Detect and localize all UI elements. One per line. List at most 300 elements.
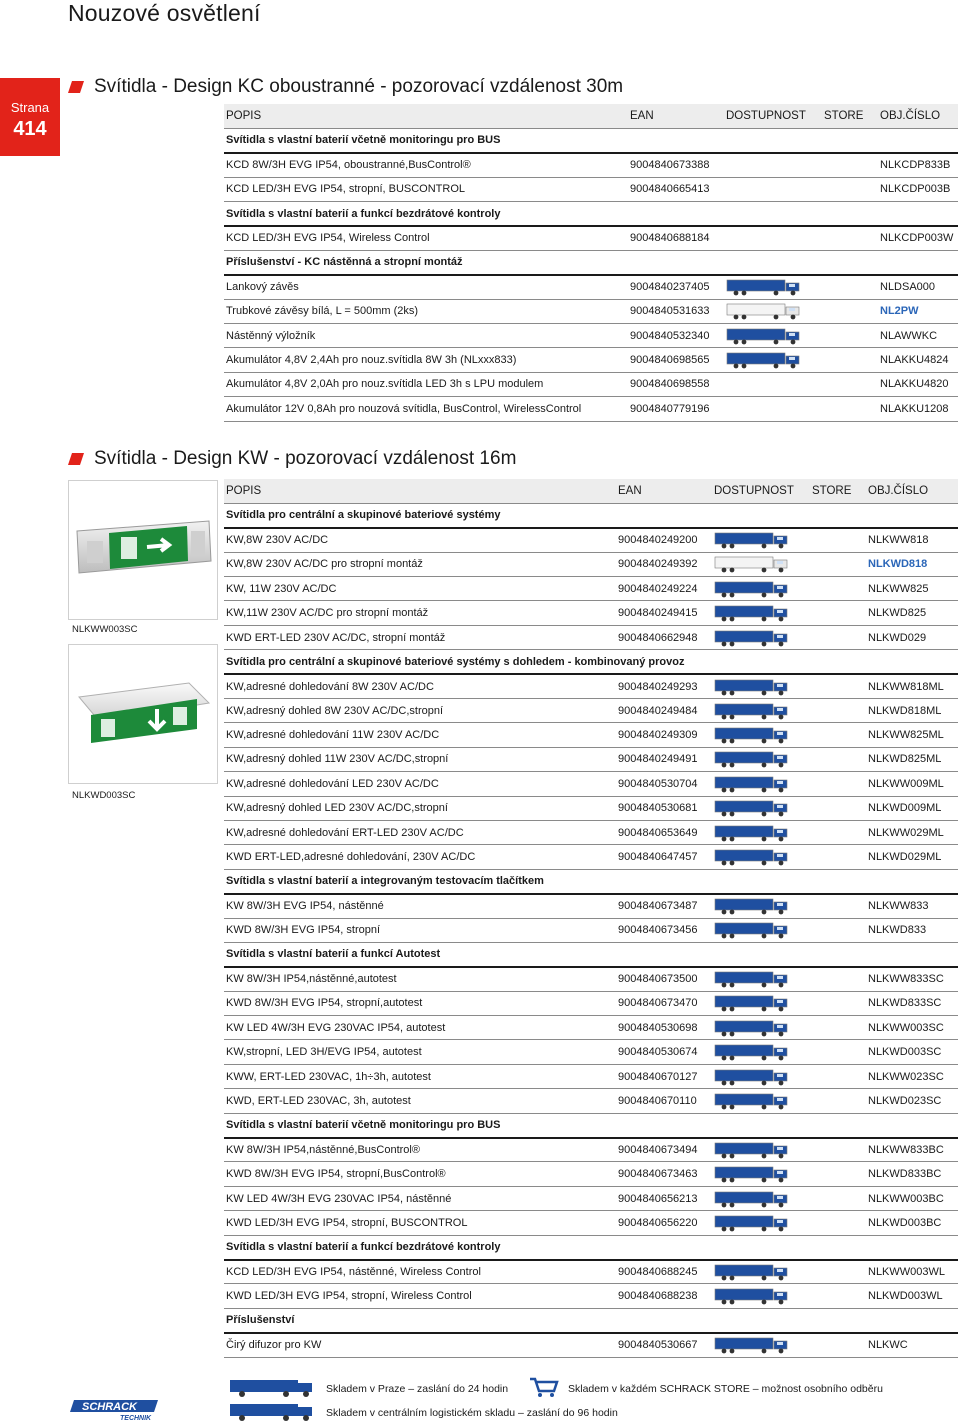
product-ean: 9004840673456 xyxy=(616,918,712,942)
store-cell xyxy=(810,1016,866,1040)
legend-central-text: Skladem v centrálním logistickém skladu – zaslání do 96 hodin xyxy=(326,1406,618,1419)
truck-icon xyxy=(714,994,790,1012)
store-cell xyxy=(810,1186,866,1210)
availability-cell xyxy=(712,601,810,625)
product-ean: 9004840647457 xyxy=(616,845,712,869)
product-ean: 9004840653649 xyxy=(616,820,712,844)
table-group-row xyxy=(224,1113,958,1137)
column-header-ean: EAN xyxy=(616,479,712,503)
availability-cell xyxy=(712,1333,810,1357)
product-description: Akumulátor 4,8V 2,0Ah pro nouz.svítidla LED 3h s LPU modulem xyxy=(224,372,628,396)
order-number: NLKWD818 xyxy=(866,552,958,576)
truck-icon xyxy=(714,1336,790,1354)
order-number: NLKWD003SC xyxy=(866,1040,958,1064)
table-row xyxy=(224,1040,958,1064)
order-number: NLAKKU4824 xyxy=(878,348,958,372)
store-cell xyxy=(810,991,866,1015)
group-heading: Svítidla s vlastní baterií a funkcí bezdrátové kontroly xyxy=(224,202,958,226)
availability-cell xyxy=(712,528,810,552)
store-cell xyxy=(822,324,878,348)
table-row xyxy=(224,372,958,396)
table-row xyxy=(224,1089,958,1113)
table-row xyxy=(224,397,958,421)
table-row xyxy=(224,299,958,323)
table-row xyxy=(224,552,958,576)
table-group-row xyxy=(224,128,958,152)
table-row xyxy=(224,577,958,601)
table-row xyxy=(224,324,958,348)
column-header-desc: POPIS xyxy=(224,479,616,503)
store-cell xyxy=(822,177,878,201)
product-description: KWD ERT-LED 230V AC/DC, stropní montáž xyxy=(224,625,616,649)
truck-icon xyxy=(714,1068,790,1086)
product-ean: 9004840670127 xyxy=(616,1064,712,1088)
availability-cell xyxy=(712,991,810,1015)
order-number: NLKWD825ML xyxy=(866,747,958,771)
product-ean: 9004840662948 xyxy=(616,625,712,649)
order-number: NL2PW xyxy=(878,299,958,323)
product-image-nlkwd003sc xyxy=(68,644,218,784)
product-ean: 9004840531633 xyxy=(628,299,724,323)
table-row xyxy=(224,967,958,991)
truck-icon xyxy=(714,726,790,744)
page-number-badge xyxy=(0,78,60,156)
product-ean: 9004840530704 xyxy=(616,772,712,796)
group-heading: Svítidla pro centrální a skupinové bateriové systémy xyxy=(224,503,958,527)
product-ean: 9004840249309 xyxy=(616,723,712,747)
availability-cell xyxy=(724,153,822,177)
truck-icon xyxy=(714,629,790,647)
product-description: KW,adresné dohledování LED 230V AC/DC xyxy=(224,772,616,796)
order-number: NLKWW029ML xyxy=(866,820,958,844)
truck-icon xyxy=(714,1043,790,1061)
store-cell xyxy=(822,275,878,299)
availability-cell xyxy=(724,177,822,201)
availability-cell xyxy=(712,796,810,820)
store-cell xyxy=(810,747,866,771)
table-row xyxy=(224,699,958,723)
table-group-row xyxy=(224,1308,958,1332)
truck-icon xyxy=(714,678,790,696)
product-description: KW,8W 230V AC/DC pro stropní montáž xyxy=(224,552,616,576)
product-table-kw xyxy=(224,479,958,1358)
product-ean: 9004840673494 xyxy=(616,1138,712,1162)
section-title-kw xyxy=(68,448,516,470)
order-number: NLKCDP833B xyxy=(878,153,958,177)
availability-cell xyxy=(712,747,810,771)
product-description: KW 8W/3H IP54,nástěnné,BusControl® xyxy=(224,1138,616,1162)
image-caption-1: NLKWW003SC xyxy=(72,624,138,635)
column-header-availability: DOSTUPNOST xyxy=(724,104,822,128)
product-description: KCD LED/3H EVG IP54, Wireless Control xyxy=(224,226,628,250)
truck-icon xyxy=(726,278,802,296)
product-description: KW,adresné dohledování 8W 230V AC/DC xyxy=(224,674,616,698)
truck-icon xyxy=(714,580,790,598)
availability-cell xyxy=(724,324,822,348)
column-header-availability: DOSTUPNOST xyxy=(712,479,810,503)
order-number: NLKWD009ML xyxy=(866,796,958,820)
table-row xyxy=(224,275,958,299)
order-number: NLKWD833 xyxy=(866,918,958,942)
truck-icon xyxy=(726,351,802,369)
page-badge-label: Strana xyxy=(10,100,50,115)
truck-icon xyxy=(714,750,790,768)
table-group-row xyxy=(224,503,958,527)
product-ean: 9004840698565 xyxy=(628,348,724,372)
order-number: NLKWW825ML xyxy=(866,723,958,747)
product-description: KW LED 4W/3H EVG 230VAC IP54, nástěnné xyxy=(224,1186,616,1210)
legend-prague xyxy=(228,1376,508,1401)
order-number: NLKWD003WL xyxy=(866,1284,958,1308)
group-heading: Příslušenství - KC nástěnná a stropní montáž xyxy=(224,250,958,274)
product-description: KWD, ERT-LED 230VAC, 3h, autotest xyxy=(224,1089,616,1113)
product-ean: 9004840673470 xyxy=(616,991,712,1015)
availability-cell xyxy=(712,1211,810,1235)
availability-cell xyxy=(712,967,810,991)
product-ean: 9004840670110 xyxy=(616,1089,712,1113)
table-row xyxy=(224,674,958,698)
truck-icon xyxy=(228,1376,318,1401)
product-description: Akumulátor 4,8V 2,4Ah pro nouz.svítidla 8W 3h (NLxxx833) xyxy=(224,348,628,372)
product-description: KW 8W/3H IP54,nástěnné,autotest xyxy=(224,967,616,991)
truck-icon xyxy=(714,1141,790,1159)
product-ean: 9004840656213 xyxy=(616,1186,712,1210)
product-description: Lankový závěs xyxy=(224,275,628,299)
column-header-store: STORE xyxy=(810,479,866,503)
product-description: KWW, ERT-LED 230VAC, 1h÷3h, autotest xyxy=(224,1064,616,1088)
order-number: NLKCDP003W xyxy=(878,226,958,250)
table-header-row xyxy=(224,479,958,503)
truck-icon xyxy=(714,921,790,939)
table-row xyxy=(224,1138,958,1162)
truck-icon xyxy=(726,327,802,345)
availability-cell xyxy=(712,552,810,576)
section-marker-icon xyxy=(68,453,84,465)
truck-icon xyxy=(714,897,790,915)
group-heading: Svítidla pro centrální a skupinové bateriové systémy s dohledem - kombinovaný provoz xyxy=(224,650,958,674)
product-ean: 9004840237405 xyxy=(628,275,724,299)
order-number: NLAWWKC xyxy=(878,324,958,348)
product-ean: 9004840673487 xyxy=(616,894,712,918)
table-group-row xyxy=(224,250,958,274)
availability-cell xyxy=(712,1260,810,1284)
product-description: KWD 8W/3H EVG IP54, stropní,BusControl® xyxy=(224,1162,616,1186)
availability-cell xyxy=(712,1186,810,1210)
table-row xyxy=(224,1211,958,1235)
product-description: KW,11W 230V AC/DC pro stropní montáž xyxy=(224,601,616,625)
table-row xyxy=(224,1260,958,1284)
availability-cell xyxy=(724,299,822,323)
group-heading: Svítidla s vlastní baterií včetně monitoringu pro BUS xyxy=(224,128,958,152)
store-cell xyxy=(810,699,866,723)
availability-cell xyxy=(712,820,810,844)
order-number: NLKWD003BC xyxy=(866,1211,958,1235)
store-cell xyxy=(810,1333,866,1357)
store-cell xyxy=(810,845,866,869)
table-row xyxy=(224,1162,958,1186)
group-heading: Příslušenství xyxy=(224,1308,958,1332)
product-description: KWD LED/3H EVG IP54, stropní, BUSCONTROL xyxy=(224,1211,616,1235)
store-cell xyxy=(810,1064,866,1088)
availability-cell xyxy=(712,699,810,723)
availability-cell xyxy=(712,1064,810,1088)
table-group-row xyxy=(224,202,958,226)
table-row xyxy=(224,772,958,796)
order-number: NLKWW003WL xyxy=(866,1260,958,1284)
product-description: KW LED 4W/3H EVG 230VAC IP54, autotest xyxy=(224,1016,616,1040)
availability-cell xyxy=(712,1089,810,1113)
product-description: Nástěnný výložník xyxy=(224,324,628,348)
table-row xyxy=(224,845,958,869)
table-row xyxy=(224,226,958,250)
availability-cell xyxy=(712,918,810,942)
store-cell xyxy=(810,577,866,601)
availability-cell xyxy=(712,772,810,796)
store-cell xyxy=(810,1138,866,1162)
truck-icon xyxy=(714,702,790,720)
product-ean: 9004840249415 xyxy=(616,601,712,625)
availability-cell xyxy=(724,226,822,250)
store-cell xyxy=(822,372,878,396)
truck-icon xyxy=(714,1190,790,1208)
store-cell xyxy=(822,153,878,177)
table-row xyxy=(224,1064,958,1088)
product-ean: 9004840688184 xyxy=(628,226,724,250)
store-cell xyxy=(810,967,866,991)
legend-store-text: Skladem v každém SCHRACK STORE – možnost osobního odběru xyxy=(568,1382,883,1395)
availability-cell xyxy=(724,348,822,372)
truck-icon xyxy=(714,1263,790,1281)
table-row xyxy=(224,601,958,625)
availability-cell xyxy=(712,1040,810,1064)
page-title: Nouzové osvětlení xyxy=(68,0,261,26)
truck-icon xyxy=(714,775,790,793)
product-ean: 9004840530698 xyxy=(616,1016,712,1040)
product-description: KCD 8W/3H EVG IP54, oboustranné,BusControl® xyxy=(224,153,628,177)
table-row xyxy=(224,177,958,201)
column-header-order-number: OBJ.ČÍSLO xyxy=(878,104,958,128)
product-description: KW,adresný dohled 8W 230V AC/DC,stropní xyxy=(224,699,616,723)
product-description: Čirý difuzor pro KW xyxy=(224,1333,616,1357)
store-cell xyxy=(810,552,866,576)
product-ean: 9004840249484 xyxy=(616,699,712,723)
availability-cell xyxy=(712,845,810,869)
table-group-row xyxy=(224,869,958,893)
availability-cell xyxy=(724,372,822,396)
product-description: KWD 8W/3H EVG IP54, stropní,autotest xyxy=(224,991,616,1015)
product-ean: 9004840530681 xyxy=(616,796,712,820)
order-number: NLKWD029 xyxy=(866,625,958,649)
table-group-row xyxy=(224,650,958,674)
truck-icon xyxy=(726,302,802,320)
legend-prague-text: Skladem v Praze – zaslání do 24 hodin xyxy=(326,1382,509,1395)
availability-cell xyxy=(712,723,810,747)
table-row xyxy=(224,348,958,372)
table-row xyxy=(224,1186,958,1210)
product-description: KCD LED/3H EVG IP54, nástěnné, Wireless Control xyxy=(224,1260,616,1284)
product-description: KW,8W 230V AC/DC xyxy=(224,528,616,552)
store-cell xyxy=(822,348,878,372)
order-number: NLKWW009ML xyxy=(866,772,958,796)
column-header-order-number: OBJ.ČÍSLO xyxy=(866,479,958,503)
store-cell xyxy=(822,397,878,421)
product-ean: 9004840673388 xyxy=(628,153,724,177)
column-header-store: STORE xyxy=(822,104,878,128)
truck-icon xyxy=(714,824,790,842)
product-ean: 9004840249491 xyxy=(616,747,712,771)
product-ean: 9004840249392 xyxy=(616,552,712,576)
table-group-row xyxy=(224,1235,958,1259)
product-description: KW, 11W 230V AC/DC xyxy=(224,577,616,601)
product-ean: 9004840779196 xyxy=(628,397,724,421)
svg-text:TECHNIK: TECHNIK xyxy=(120,1415,152,1422)
table-row xyxy=(224,1016,958,1040)
store-cell xyxy=(810,625,866,649)
truck-icon xyxy=(714,1092,790,1110)
availability-cell xyxy=(712,894,810,918)
order-number: NLKWC xyxy=(866,1333,958,1357)
store-cell xyxy=(810,1284,866,1308)
truck-icon xyxy=(714,531,790,549)
store-cell xyxy=(810,894,866,918)
table-row xyxy=(224,625,958,649)
store-cell xyxy=(810,723,866,747)
store-cell xyxy=(822,226,878,250)
product-description: KW,stropní, LED 3H/EVG IP54, autotest xyxy=(224,1040,616,1064)
product-ean: 9004840249293 xyxy=(616,674,712,698)
product-ean: 9004840698558 xyxy=(628,372,724,396)
availability-cell xyxy=(724,275,822,299)
table-row xyxy=(224,796,958,820)
availability-cell xyxy=(712,625,810,649)
product-ean: 9004840530674 xyxy=(616,1040,712,1064)
truck-icon xyxy=(714,1019,790,1037)
order-number: NLKWD818ML xyxy=(866,699,958,723)
section-title-kc-text: Svítidla - Design KC oboustranné - pozorovací vzdálenost 30m xyxy=(94,76,624,97)
order-number: NLKWW818 xyxy=(866,528,958,552)
table-row xyxy=(224,153,958,177)
product-description: KW,adresný dohled 11W 230V AC/DC,stropní xyxy=(224,747,616,771)
legend-store xyxy=(528,1376,883,1401)
store-cell xyxy=(810,1162,866,1186)
order-number: NLKWD825 xyxy=(866,601,958,625)
table-row xyxy=(224,723,958,747)
section-marker-icon xyxy=(68,81,84,93)
order-number: NLKCDP003B xyxy=(878,177,958,201)
order-number: NLKWW003BC xyxy=(866,1186,958,1210)
truck-icon xyxy=(714,1214,790,1232)
table-row xyxy=(224,991,958,1015)
order-number: NLKWD029ML xyxy=(866,845,958,869)
image-caption-2: NLKWD003SC xyxy=(72,790,136,801)
product-table-kc xyxy=(224,104,958,422)
page-badge-number: 414 xyxy=(13,118,47,140)
schrack-logo xyxy=(68,1398,160,1427)
store-cell xyxy=(810,674,866,698)
section-title-kw-text: Svítidla - Design KW - pozorovací vzdálenost 16m xyxy=(94,448,517,469)
store-cell xyxy=(822,299,878,323)
table-row xyxy=(224,528,958,552)
order-number: NLAKKU1208 xyxy=(878,397,958,421)
truck-icon xyxy=(714,1287,790,1305)
order-number: NLKWW023SC xyxy=(866,1064,958,1088)
product-image-nlkww003sc xyxy=(68,480,218,620)
truck-icon xyxy=(714,604,790,622)
table-header-row xyxy=(224,104,958,128)
group-heading: Svítidla s vlastní baterií a integrovaným testovacím tlačítkem xyxy=(224,869,958,893)
store-cell xyxy=(810,601,866,625)
product-ean: 9004840665413 xyxy=(628,177,724,201)
table-row xyxy=(224,820,958,844)
table-group-row xyxy=(224,942,958,966)
order-number: NLKWD833BC xyxy=(866,1162,958,1186)
store-cell xyxy=(810,1040,866,1064)
product-description: KW,adresné dohledování 11W 230V AC/DC xyxy=(224,723,616,747)
order-number: NLKWW833 xyxy=(866,894,958,918)
product-description: KWD LED/3H EVG IP54, stropní, Wireless Control xyxy=(224,1284,616,1308)
order-number: NLDSA000 xyxy=(878,275,958,299)
product-description: KW 8W/3H EVG IP54, nástěnné xyxy=(224,894,616,918)
product-description: Akumulátor 12V 0,8Ah pro nouzová svítidla, BusControl, WirelessControl xyxy=(224,397,628,421)
product-ean: 9004840673463 xyxy=(616,1162,712,1186)
product-description: KW,adresný dohled LED 230V AC/DC,stropní xyxy=(224,796,616,820)
truck-icon xyxy=(714,555,790,573)
column-header-desc: POPIS xyxy=(224,104,628,128)
availability-cell xyxy=(712,1016,810,1040)
product-description: Trubkové závěsy bílá, L = 500mm (2ks) xyxy=(224,299,628,323)
product-description: KCD LED/3H EVG IP54, stropní, BUSCONTROL xyxy=(224,177,628,201)
table-row xyxy=(224,918,958,942)
svg-text:SCHRACK: SCHRACK xyxy=(82,1401,137,1413)
order-number: NLKWD833SC xyxy=(866,991,958,1015)
legend-central xyxy=(228,1400,618,1425)
store-cell xyxy=(810,796,866,820)
product-ean: 9004840688238 xyxy=(616,1284,712,1308)
group-heading: Svítidla s vlastní baterií a funkcí Autotest xyxy=(224,942,958,966)
truck-icon xyxy=(714,1165,790,1183)
table-row xyxy=(224,1284,958,1308)
product-ean: 9004840532340 xyxy=(628,324,724,348)
product-ean: 9004840530667 xyxy=(616,1333,712,1357)
store-cell xyxy=(810,820,866,844)
product-ean: 9004840688245 xyxy=(616,1260,712,1284)
availability-cell xyxy=(724,397,822,421)
order-number: NLKWW818ML xyxy=(866,674,958,698)
store-cell xyxy=(810,1260,866,1284)
store-cell xyxy=(810,528,866,552)
product-ean: 9004840249224 xyxy=(616,577,712,601)
product-ean: 9004840249200 xyxy=(616,528,712,552)
table-row xyxy=(224,747,958,771)
product-ean: 9004840673500 xyxy=(616,967,712,991)
truck-icon xyxy=(714,799,790,817)
store-cell xyxy=(810,1211,866,1235)
availability-cell xyxy=(712,577,810,601)
order-number: NLAKKU4820 xyxy=(878,372,958,396)
group-heading: Svítidla s vlastní baterií včetně monitoringu pro BUS xyxy=(224,1113,958,1137)
product-description: KWD 8W/3H EVG IP54, stropní xyxy=(224,918,616,942)
availability-cell xyxy=(712,1284,810,1308)
order-number: NLKWW825 xyxy=(866,577,958,601)
shopping-cart-icon xyxy=(528,1376,560,1401)
store-cell xyxy=(810,772,866,796)
truck-icon xyxy=(714,970,790,988)
order-number: NLKWD023SC xyxy=(866,1089,958,1113)
order-number: NLKWW833BC xyxy=(866,1138,958,1162)
table-row xyxy=(224,894,958,918)
group-heading: Svítidla s vlastní baterií a funkcí bezdrátové kontroly xyxy=(224,1235,958,1259)
column-header-ean: EAN xyxy=(628,104,724,128)
